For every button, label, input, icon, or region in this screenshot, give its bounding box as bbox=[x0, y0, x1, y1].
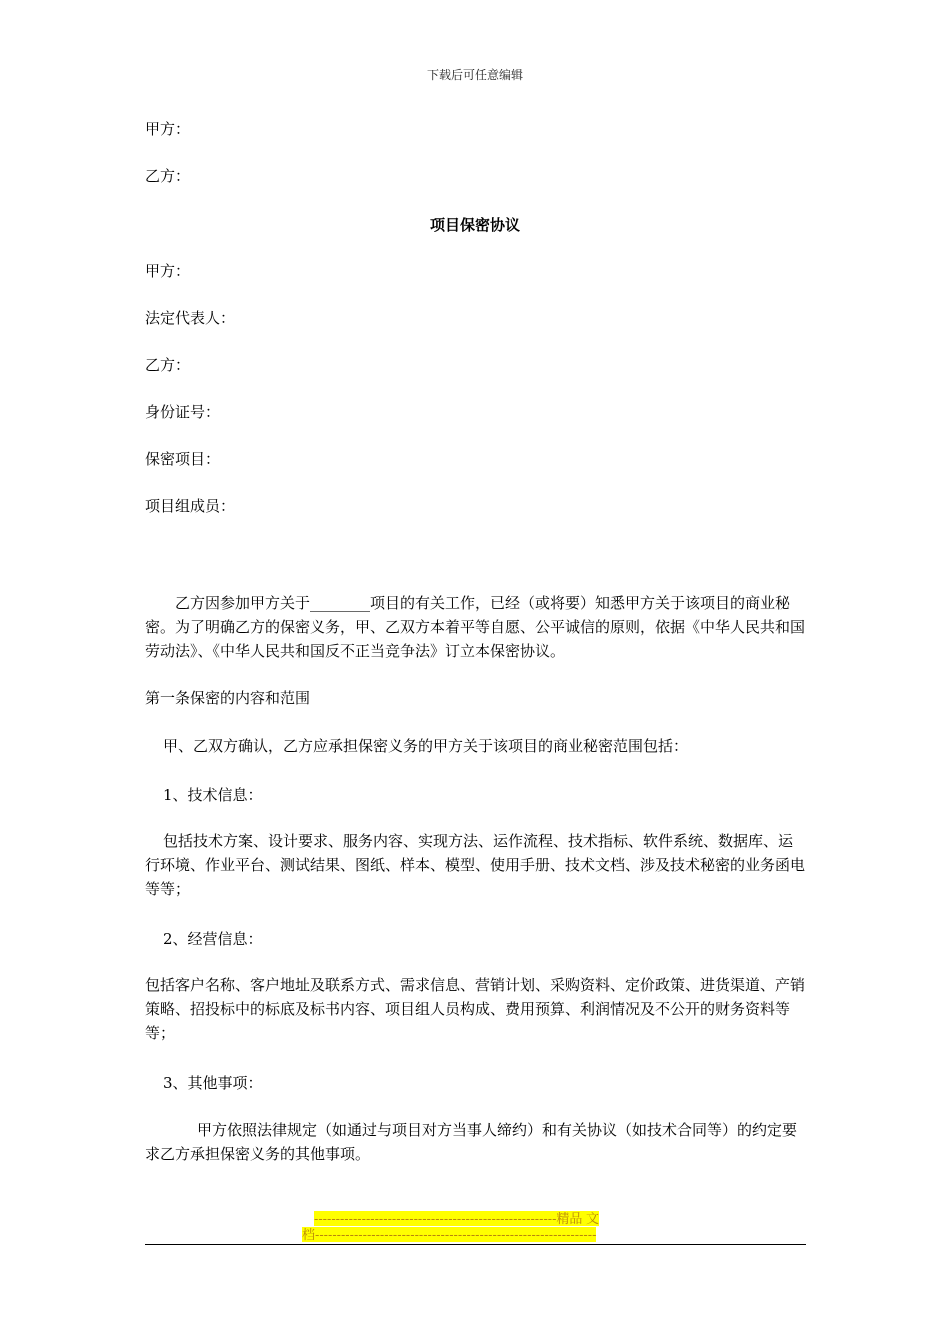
item2-title: 2、经营信息： bbox=[163, 930, 263, 948]
item1-title: 1、技术信息： bbox=[163, 786, 263, 804]
page-header: 下载后可任意编辑 bbox=[426, 68, 523, 82]
field-project: 保密项目： bbox=[145, 450, 221, 468]
item3-body: 甲方依照法律规定（如通过与项目对方当事人缔约）和有关协议（如技术合同等）的约定要求乙方承担保密义务的其他事项。 bbox=[145, 1121, 798, 1163]
footer-divider bbox=[145, 1244, 806, 1245]
field-party-a: 甲方： bbox=[145, 262, 191, 280]
footer-watermark bbox=[302, 1211, 648, 1243]
party-a-label-top: 甲方： bbox=[145, 120, 191, 138]
field-id-number: 身份证号： bbox=[145, 403, 221, 421]
item2-body: 包括客户名称、客户地址及联系方式、需求信息、营销计划、采购资料、定价政策、进货渠道、产销策略、招投标中的标底及标书内容、项目组人员构成、费用预算、利润情况及不公开的财务资料等等； bbox=[145, 976, 806, 1042]
article1-title: 第一条保密的内容和范围 bbox=[145, 689, 311, 707]
field-team-members: 项目组成员： bbox=[145, 497, 236, 515]
document-title: 项目保密协议 bbox=[429, 216, 520, 234]
intro-paragraph: 乙方因参加甲方关于________项目的有关工作，已经（或将要）知悉甲方关于该项目的商业秘密。为了明确乙方的保密义务，甲、乙双方本着平等自愿、公平诚信的原则，依据《中华人民共和国劳动法》、《中华人民共和国反不正当竞争法》订立本保密协议。 bbox=[145, 594, 806, 660]
party-b-label-top: 乙方： bbox=[145, 167, 191, 185]
field-party-b: 乙方： bbox=[145, 356, 191, 374]
item3-title: 3、其他事项： bbox=[163, 1074, 263, 1092]
article1-lead: 甲、乙双方确认，乙方应承担保密义务的甲方关于该项目的商业秘密范围包括： bbox=[163, 737, 689, 755]
field-legal-rep: 法定代表人： bbox=[145, 309, 236, 327]
footer-line-1: --------------------------------------------------------精品 文 bbox=[314, 1211, 600, 1226]
footer-line-2: 档----------------------------------------------------------------- bbox=[302, 1227, 597, 1242]
item1-body: 包括技术方案、设计要求、服务内容、实现方法、运作流程、技术指标、软件系统、数据库、运行环境、作业平台、测试结果、图纸、样本、模型、使用手册、技术文档、涉及技术秘密的业务函电等等； bbox=[145, 832, 806, 898]
